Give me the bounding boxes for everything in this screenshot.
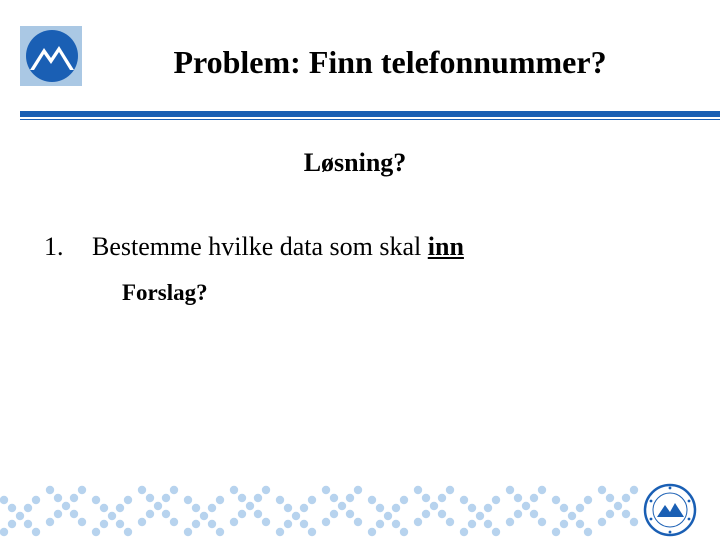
decorative-pattern: [0, 470, 640, 540]
list-text: Bestemme hvilke data som skal: [92, 232, 428, 261]
title-divider: [20, 111, 720, 117]
list-underlined-word: inn: [427, 232, 464, 261]
list-item: [44, 232, 464, 262]
list-number: 1.: [44, 232, 64, 261]
sub-text: Forslag?: [122, 280, 208, 305]
college-seal-icon: [643, 483, 697, 537]
title-divider-thin: [20, 119, 720, 120]
slide-title: Problem: Finn telefonnummer?: [173, 44, 607, 80]
subheading: Løsning?: [303, 148, 407, 177]
